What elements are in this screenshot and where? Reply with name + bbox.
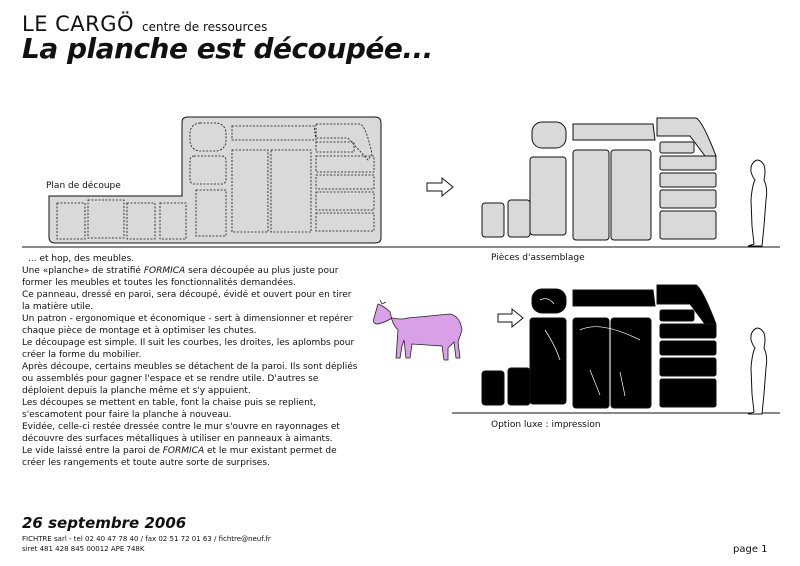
body-line: ou assemblés pour gagner l'espace et se rendre utile. D'autres se <box>22 374 319 384</box>
caption-luxury: Option luxe : impression <box>491 420 601 430</box>
body-line: Les découpes se mettent en table, font la chaise puis se replient, <box>22 398 317 408</box>
page-headline: La planche est découpée... <box>22 32 433 65</box>
brand-subtitle: centre de ressources <box>142 20 268 34</box>
body-line: déploient depuis la planche même et s'y appuient. <box>22 386 251 396</box>
body-text <box>22 253 367 469</box>
right-arrow-icon <box>498 309 523 327</box>
body-line: Evidée, celle-ci restée dressée contre le mur s'ouvre en rayonnages et <box>22 422 340 432</box>
contact-line: siret 481 428 845 00012 APE 748K <box>22 545 145 553</box>
person-silhouette-icon <box>748 160 767 246</box>
cow-illustration <box>374 300 463 360</box>
cut-plan-board <box>49 117 381 243</box>
caption-cut-plan: Plan de découpe <box>46 181 121 191</box>
body-line: chaque pièce de montage et à optimiser les chutes. <box>22 326 257 336</box>
body-line: Une «planche» de stratifié FORMICA sera découpée au plus juste pour <box>22 266 339 276</box>
body-line: créer les rangements et toute autre sorte de surprises. <box>22 458 270 468</box>
body-line: Après découpe, certains meubles se détachent de la paroi. Ils sont dépliés <box>22 362 358 372</box>
person-silhouette-icon <box>748 328 767 414</box>
body-line: créer la forme du mobilier. <box>22 350 142 360</box>
body-line: Un patron - ergonomique et économique - sert à dimensionner et repérer <box>22 314 353 324</box>
printed-pieces <box>482 285 716 408</box>
assembly-pieces <box>482 118 716 240</box>
contact-line: FICHTRE sarl - tel 02 40 47 78 40 / fax 02 51 72 01 63 / fichtre@neuf.fr <box>22 535 271 543</box>
body-line: découvre des surfaces métalliques à utiliser en panneaux à aimants. <box>22 434 333 444</box>
body-line: Le découpage est simple. Il suit les courbes, les droites, les aplombs pour <box>22 338 355 348</box>
brand-name: LE CARGÖ <box>22 12 135 36</box>
document-date: 26 septembre 2006 <box>22 514 187 532</box>
body-line: former les meubles et toutes les fonctionnalités demandées. <box>22 278 296 288</box>
body-line: la matière utile. <box>22 302 94 312</box>
body-line: Ce panneau, dressé en paroi, sera découpé, évidé et ouvert pour en tirer <box>22 290 352 300</box>
body-line: ... et hop, des meubles. <box>28 254 135 264</box>
page-number: page 1 <box>733 544 768 555</box>
right-arrow-icon <box>427 178 453 196</box>
contact-info <box>22 534 271 554</box>
body-line: s'escamotent pour faire la planche à nouveau. <box>22 410 232 420</box>
caption-assembly: Pièces d'assemblage <box>491 253 585 263</box>
body-line: Le vide laissé entre la paroi de FORMICA et le mur existant permet de <box>22 446 337 456</box>
